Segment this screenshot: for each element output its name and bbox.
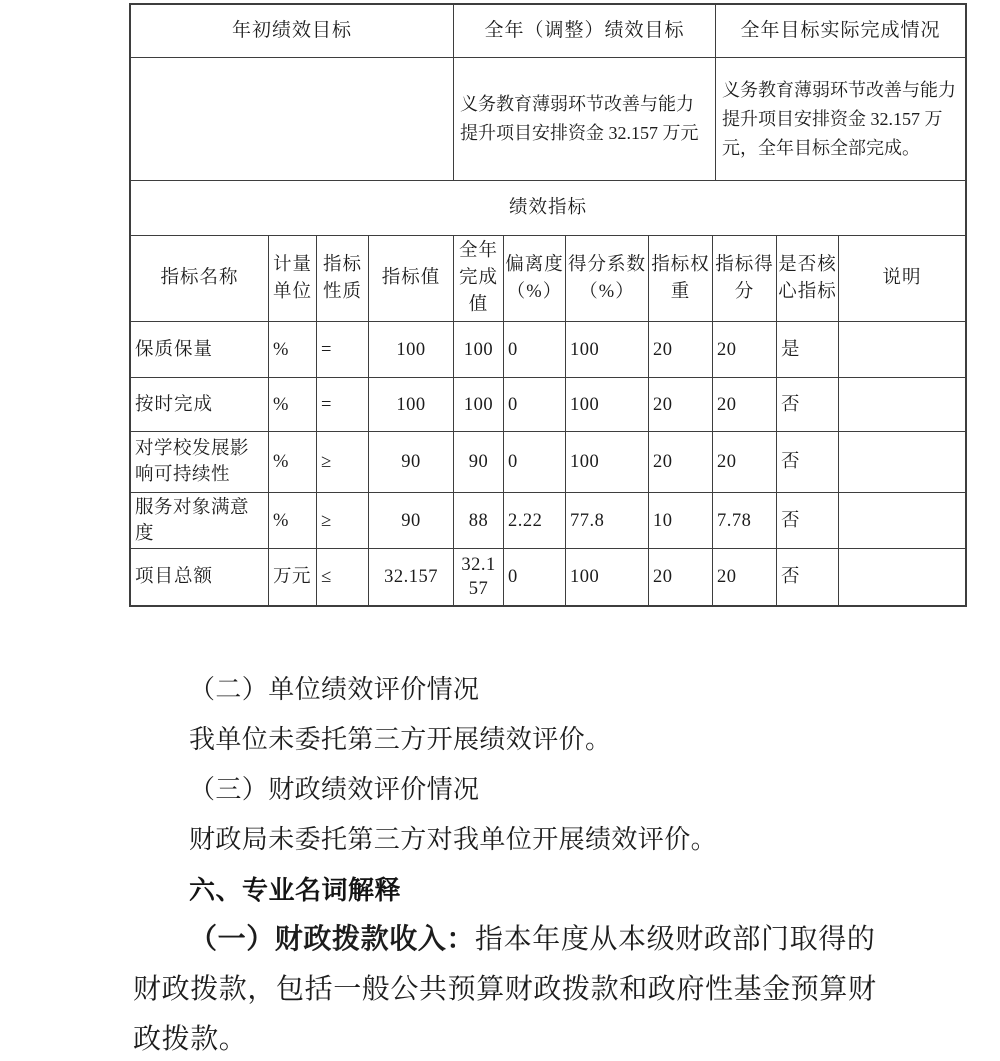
- indicator-deviation-cell: 0: [504, 549, 566, 605]
- indicator-core-cell: 否: [777, 378, 839, 432]
- indicator-name-cell: 按时完成: [131, 378, 269, 432]
- goals-cell-adjusted: 义务教育薄弱环节改善与能力提升项目安排资金 32.157 万元: [454, 58, 716, 181]
- indicator-note-cell: [839, 493, 965, 549]
- indicator-unit-cell: %: [269, 322, 317, 378]
- indicator-target-cell: 90: [369, 432, 454, 493]
- indicator-score-cell: 20: [713, 378, 777, 432]
- indicator-nature-cell: =: [317, 322, 369, 378]
- indicator-col-header: 指标得分: [713, 236, 777, 322]
- indicator-unit-cell: %: [269, 432, 317, 493]
- indicator-deviation-cell: 2.22: [504, 493, 566, 549]
- indicator-col-header: 说明: [839, 236, 965, 322]
- indicator-coefficient-cell: 100: [566, 378, 649, 432]
- subsection-2-body: 我单位未委托第三方开展绩效评价。: [189, 725, 612, 754]
- indicator-name-cell: 对学校发展影响可持续性: [131, 432, 269, 493]
- indicator-deviation-cell: 0: [504, 322, 566, 378]
- indicator-col-header: 计量单位: [269, 236, 317, 322]
- indicator-score-cell: 20: [713, 549, 777, 605]
- goals-col-header-initial: 年初绩效目标: [131, 5, 454, 58]
- indicator-note-cell: [839, 549, 965, 605]
- goals-col-header-adjusted: 全年（调整）绩效目标: [454, 5, 716, 58]
- indicator-unit-cell: %: [269, 378, 317, 432]
- indicator-target-cell: 32.157: [369, 549, 454, 605]
- indicator-core-cell: 否: [777, 432, 839, 493]
- indicator-coefficient-cell: 77.8: [566, 493, 649, 549]
- indicator-unit-cell: 万元: [269, 549, 317, 605]
- indicators-section-title: 绩效指标: [131, 181, 965, 236]
- indicator-note-cell: [839, 432, 965, 493]
- indicator-nature-cell: =: [317, 378, 369, 432]
- indicator-name-cell: 项目总额: [131, 549, 269, 605]
- indicator-unit-cell: %: [269, 493, 317, 549]
- performance-table: [129, 3, 967, 607]
- indicator-coefficient-cell: 100: [566, 432, 649, 493]
- subsection-3-body: 财政局未委托第三方对我单位开展绩效评价。: [189, 825, 718, 854]
- indicator-col-header: 指标权重: [649, 236, 713, 322]
- indicator-completed-cell: 32.157: [454, 549, 504, 605]
- indicator-weight-cell: 20: [649, 378, 713, 432]
- indicator-note-cell: [839, 378, 965, 432]
- indicator-target-cell: 90: [369, 493, 454, 549]
- indicator-col-header: 指标名称: [131, 236, 269, 322]
- indicator-score-cell: 20: [713, 432, 777, 493]
- indicators-grid: [131, 236, 965, 605]
- indicator-score-cell: 7.78: [713, 493, 777, 549]
- goals-cell-actual: 义务教育薄弱环节改善与能力提升项目安排资金 32.157 万元，全年目标全部完成。: [716, 58, 965, 181]
- indicator-target-cell: 100: [369, 378, 454, 432]
- indicator-deviation-cell: 0: [504, 432, 566, 493]
- indicator-coefficient-cell: 100: [566, 549, 649, 605]
- indicator-coefficient-cell: 100: [566, 322, 649, 378]
- indicator-weight-cell: 20: [649, 432, 713, 493]
- indicator-deviation-cell: 0: [504, 378, 566, 432]
- indicator-col-header: 全年完成值: [454, 236, 504, 322]
- indicator-col-header: 得分系数（%）: [566, 236, 649, 322]
- subsection-3-heading: （三）财政绩效评价情况: [189, 775, 480, 804]
- body-text: [133, 665, 913, 1061]
- goals-col-header-actual: 全年目标实际完成情况: [716, 5, 965, 58]
- indicator-col-header: 指标值: [369, 236, 454, 322]
- indicator-col-header: 是否核心指标: [777, 236, 839, 322]
- indicator-col-header: 指标性质: [317, 236, 369, 322]
- indicator-col-header: 偏离度（%）: [504, 236, 566, 322]
- term-body: 指本年度从本级财政部门取得的财政拨款，包括一般公共预算财政拨款和政府性基金预算财政拨款。: [133, 924, 877, 1055]
- indicator-completed-cell: 100: [454, 322, 504, 378]
- indicator-nature-cell: ≤: [317, 549, 369, 605]
- subsection-2-heading: （二）单位绩效评价情况: [189, 675, 480, 704]
- indicator-core-cell: 是: [777, 322, 839, 378]
- indicator-core-cell: 否: [777, 549, 839, 605]
- indicator-nature-cell: ≥: [317, 493, 369, 549]
- indicator-completed-cell: 90: [454, 432, 504, 493]
- term-label: （一）财政拨款收入：: [189, 924, 476, 955]
- indicator-name-cell: 服务对象满意度: [131, 493, 269, 549]
- indicator-completed-cell: 100: [454, 378, 504, 432]
- indicator-score-cell: 20: [713, 322, 777, 378]
- goals-grid: [131, 5, 965, 181]
- indicator-weight-cell: 10: [649, 493, 713, 549]
- indicator-note-cell: [839, 322, 965, 378]
- indicator-target-cell: 100: [369, 322, 454, 378]
- section-6-heading: 六、专业名词解释: [189, 875, 402, 905]
- indicator-weight-cell: 20: [649, 322, 713, 378]
- indicator-completed-cell: 88: [454, 493, 504, 549]
- goals-cell-initial: [131, 58, 454, 181]
- indicator-name-cell: 保质保量: [131, 322, 269, 378]
- term-definition-paragraph: [133, 915, 903, 1061]
- indicator-nature-cell: ≥: [317, 432, 369, 493]
- indicator-core-cell: 否: [777, 493, 839, 549]
- indicator-weight-cell: 20: [649, 549, 713, 605]
